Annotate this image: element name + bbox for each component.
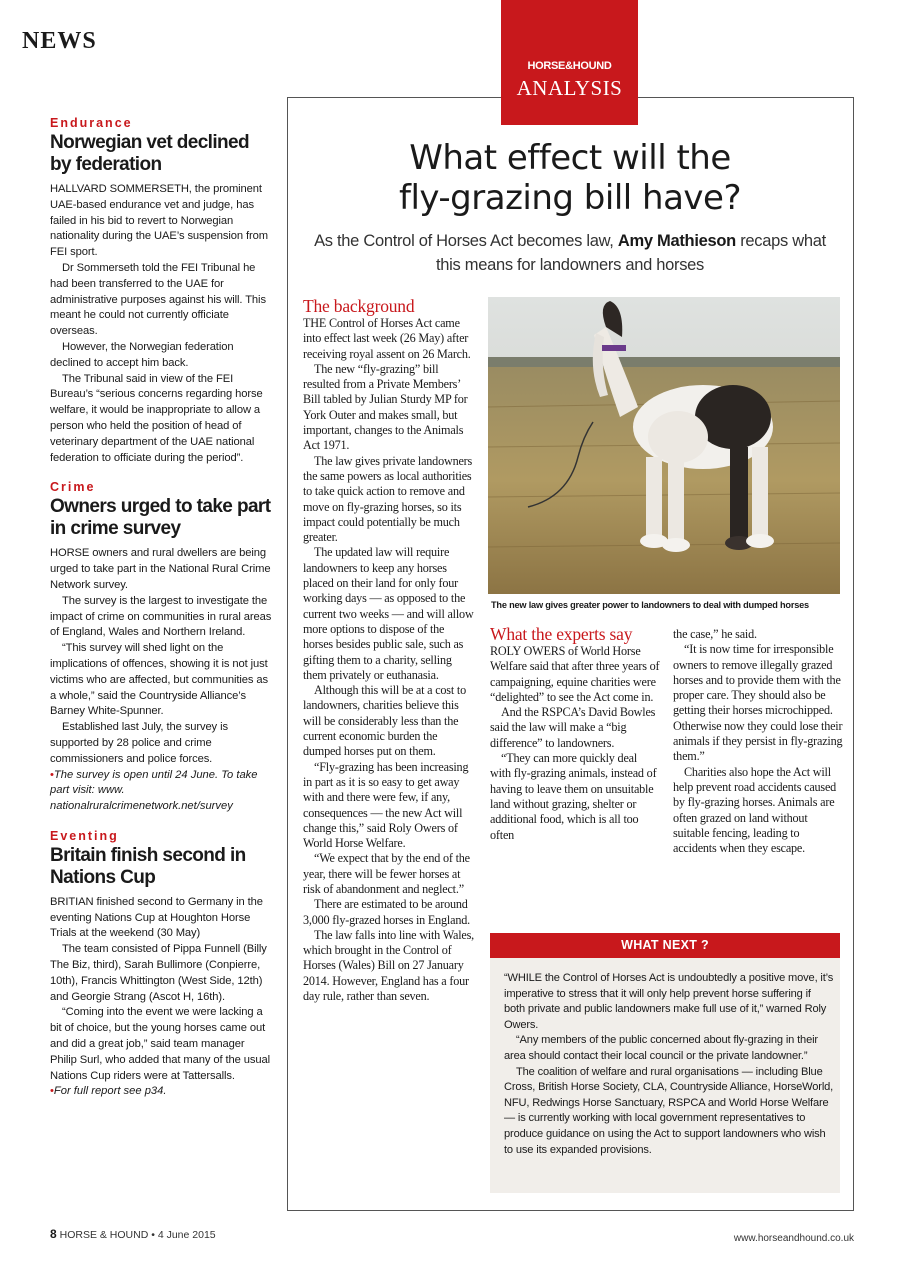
standfirst-text: As the Control of Horses Act becomes law,: [314, 232, 614, 250]
article-paragraph: Although this will be at a cost to landowners, charities believe this will be considerably less than the current economic burden the dumped horses put on them.: [303, 683, 466, 759]
page-footer: [50, 1227, 216, 1241]
article-paragraph: “They can more quickly deal with fly-grazing animals, instead of having to leave them on unsuitable land without grazing, shelter or additional food, which is all too often: [490, 751, 657, 842]
story-headline: Norwegian vet declined by federation: [50, 132, 250, 175]
story-endurance: [50, 116, 272, 466]
article-paragraph: THE Control of Horses Act came into effect last week (26 May) after receiving royal assent on 26 March.: [303, 316, 471, 361]
what-next-heading: WHAT NEXT ?: [490, 933, 840, 958]
article-paragraph: “We expect that by the end of the year, there will be fewer horses at risk of abandonment and neglect.”: [303, 851, 470, 896]
story-category: Crime: [50, 480, 96, 495]
brand-logo: HORSE&HOUND: [527, 60, 612, 72]
article-paragraph: “Fly-grazing has been increasing in part as it is so easy to get away with and there were few, if any, consequences — the new Act will change this,” said Roly Owers of World Horse Welfare.: [303, 759, 469, 851]
article-paragraph: “It is now time for irresponsible owners to remove illegally grazed horses and to provide them with the proper care. They should also be getting their horses microchipped. Otherwise now they could lose their animals if they persist in fly-grazing them.”: [673, 642, 843, 764]
note-text: For full report see p34.: [53, 1085, 167, 1098]
story-category: Endurance: [50, 116, 133, 130]
photo-caption: The new law gives greater power to landowners to deal with dumped horses: [491, 600, 809, 610]
experts-column-1: [490, 624, 660, 843]
author-name: Amy Mathieson: [617, 232, 736, 250]
page-number: 8: [50, 1227, 57, 1241]
story-paragraph: Dr Sommerseth told the FEI Tribunal he had been transferred to the UAE for administrative purposes against his will. This meant he could not currently officiate overseas.: [50, 261, 266, 338]
article-paragraph: The updated law will require landowners to keep any horses placed on their land for only four working days — as opposed to the current two weeks — and will allow more options to dispose of the horses besides public sale, such as gifting them to a charity, selling them privately or euthanasia.: [303, 545, 474, 682]
article-paragraph: And the RSPCA’s David Bowles said the law will make a “big difference” to landowners.: [490, 705, 656, 750]
bullet-icon: •: [50, 1085, 54, 1098]
section-title: NEWS: [22, 28, 97, 54]
bullet-icon: •: [50, 768, 54, 781]
standfirst: [300, 229, 840, 277]
story-paragraph: “Coming into the event we were lacking a bit of choice, but the young horses came out and did a great job,” said team manager Philip Surl, who added that many of the usual Nations Cup riders were at Tattersalls.: [50, 1006, 271, 1082]
what-next-paragraph: “WHILE the Control of Horses Act is undoubtedly a positive move, it’s imperative to stress that it will only help prevent horse suffering if both private and public landowners make full use of it,” warned Roly Owers.: [504, 972, 834, 1031]
article-paragraph: There are estimated to be around 3,000 fly-grazed horses in England.: [303, 897, 470, 927]
horse-photo: [488, 297, 840, 594]
story-category: Eventing: [50, 828, 119, 843]
story-crime: [50, 480, 272, 815]
note-text: The survey is open until 24 June. To take part visit: www. nationalruralcrimenetwork.net/survey: [50, 768, 258, 813]
issue-date: 4 June 2015: [157, 1229, 216, 1241]
story-note: [50, 1084, 272, 1100]
story-paragraph: The Tribunal said in view of the FEI Bureau’s “serious concerns regarding horse welfare, it would be inappropriate to allow a person who held the position of head of veterinary department of the UAE national federation to officiate during the period”.: [50, 372, 263, 464]
story-paragraph: “This survey will shed light on the implications of offences, showing it is not just victims who are affected, but communities as a whole,” said the Countryside Alliance’s Barney White-Spunner.: [50, 642, 268, 718]
story-paragraph: Established last July, the survey is supported by 28 police and crime commissioners and police forces.: [50, 721, 228, 765]
story-headline: Owners urged to take part in crime survey: [50, 496, 271, 540]
publication-name: HORSE & HOUND: [59, 1229, 149, 1241]
article-paragraph: The new “fly-grazing” bill resulted from a Private Members’ Bill tabled by Julian Sturdy MP for York Outer and makes small, but important, changes to the Animals Act 1971.: [303, 361, 468, 453]
title-line: What effect will the: [409, 138, 731, 178]
story-paragraph: However, the Norwegian federation declined to accept him back.: [50, 340, 234, 369]
subhead-experts: What the experts say: [490, 624, 633, 644]
article-title: [290, 138, 850, 218]
title-line: fly-grazing bill have?: [398, 178, 742, 218]
article-paragraph: ROLY OWERS of World Horse Welfare said that after three years of campaigning, equine charities were “delighted” to see the Act come in.: [490, 644, 660, 704]
experts-column-2: [673, 627, 843, 856]
story-headline: Britain finish second in Nations Cup: [50, 844, 246, 888]
article-paragraph: the case,” he said.: [673, 627, 757, 641]
story-paragraph: The survey is the largest to investigate the impact of crime on communities in rural areas of England, Wales and Northern Ireland.: [50, 594, 272, 639]
website-url: www.horseandhound.co.uk: [733, 1233, 854, 1244]
article-paragraph: The law gives private landowners the same powers as local authorities to take quick action to remove and move on fly-grazing horses, so its impact could potentially be much greater.: [303, 453, 473, 545]
what-next-body: [504, 971, 834, 1158]
separator-dot: •: [151, 1229, 155, 1241]
story-paragraph: HALLVARD SOMMERSETH, the prominent UAE-based endurance vet and judge, has failed in his bid to revert to Norwegian nationality during the UAE’s suspension from FEI sport.: [50, 183, 269, 259]
standfirst-text: recaps what this means for landowners and horses: [435, 232, 826, 274]
what-next-paragraph: “Any members of the public concerned about fly-grazing in their area should contact their local council or the private landowner.”: [504, 1034, 818, 1062]
article-paragraph: Charities also hope the Act will help prevent road accidents caused by fly-grazing horses. Animals are often grazed on land without suitable fencing, leading to accidents when they escape.: [673, 764, 837, 856]
subhead-background: The background: [303, 296, 415, 316]
story-note: [50, 768, 272, 815]
news-column: [50, 116, 272, 1114]
analysis-label: ANALYSIS: [516, 76, 623, 100]
story-paragraph: BRITIAN finished second to Germany in the eventing Nations Cup at Houghton Horse Trials at the weekend (30 May): [50, 895, 263, 940]
analysis-tag: [501, 0, 638, 125]
story-paragraph: HORSE owners and rural dwellers are being urged to take part in the National Rural Crime Network survey.: [50, 547, 271, 591]
story-eventing: [50, 829, 272, 1100]
background-column: [303, 296, 475, 1004]
what-next-paragraph: The coalition of welfare and rural organisations — including Blue Cross, British Horse Society, CLA, Countryside Alliance, HorseWorld, NFU, Redwings Horse Sanctuary, RSPCA and World Horse Welfare — is currently working with local government representatives to produce guidance on using the Act to support landowners who wish to use its expanded provisions.: [504, 1065, 834, 1156]
article-paragraph: The law falls into line with Wales, which brought in the Control of Horses (Wales) Bill on 27 January 2014. However, England has a four day rule, rather than seven.: [303, 927, 475, 1004]
story-paragraph: The team consisted of Pippa Funnell (Billy The Biz, third), Sarah Bullimore (Conpierre, 10th), Francis Whittington (West Side, 12th) and Georgie Strang (Ascot H, 16th).: [50, 943, 267, 1003]
what-next-box: [490, 933, 840, 1193]
